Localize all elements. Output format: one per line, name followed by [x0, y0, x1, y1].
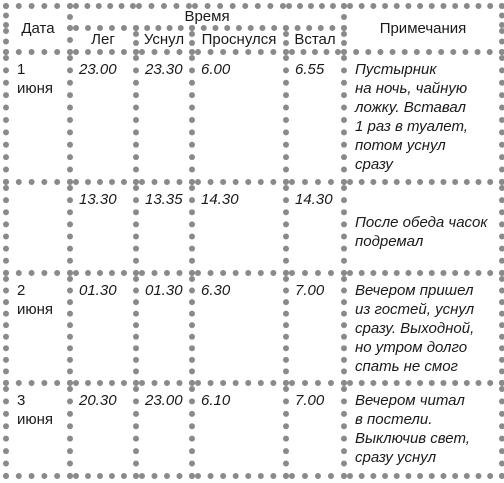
note-cell [344, 383, 502, 476]
date-cell [6, 52, 70, 182]
table-row [6, 52, 502, 182]
fell-asleep-cell: 13.35 [136, 182, 192, 273]
note-line: сразу [355, 156, 393, 173]
date-month: июня [17, 410, 54, 428]
note-cell [344, 273, 502, 383]
header-date: Дата [6, 6, 70, 52]
note-cell [344, 182, 502, 273]
date-cell [6, 383, 70, 476]
note-line: 1 раз в туалет, [355, 118, 468, 135]
note-line: Пустырник [355, 61, 437, 78]
note-line: Вечером читал [355, 391, 465, 409]
note-line: в постели. [355, 410, 433, 428]
table-row [6, 383, 502, 476]
date-cell [6, 273, 70, 383]
fell-asleep-cell: 23.30 [136, 52, 192, 182]
note-line: из гостей, уснул [355, 300, 475, 318]
note-line: ложку. Вставал [355, 99, 467, 116]
header-notes: Примечания [344, 6, 502, 52]
note-line: спать не смог [355, 357, 458, 375]
header-got-up: Встал [286, 28, 344, 52]
sleep-diary-table [3, 3, 504, 479]
woke-up-cell: 6.30 [192, 273, 286, 383]
woke-up-cell: 6.10 [192, 383, 286, 476]
header-fell-asleep: Уснул [136, 28, 192, 52]
went-to-bed-cell: 01.30 [70, 273, 136, 383]
note-cell [344, 52, 502, 182]
note-line: на ночь, чайную [355, 80, 468, 97]
note-line: подремал [355, 233, 424, 251]
got-up-cell: 14.30 [286, 182, 344, 273]
date-month: июня [17, 300, 54, 318]
note-line: После обеда часок [355, 214, 488, 232]
header-went-to-bed: Лег [70, 28, 136, 52]
fell-asleep-cell: 01.30 [136, 273, 192, 383]
header-woke-up: Проснулся [192, 28, 286, 52]
got-up-cell: 6.55 [286, 52, 344, 182]
note-line: сразу уснул [355, 448, 437, 466]
date-day: 2 [17, 281, 26, 299]
went-to-bed-cell: 13.30 [70, 182, 136, 273]
got-up-cell: 7.00 [286, 273, 344, 383]
date-cell [6, 182, 70, 273]
note-line: Выключив свет, [355, 429, 470, 447]
header-time-group: Время [70, 6, 344, 28]
woke-up-cell: 14.30 [192, 182, 286, 273]
fell-asleep-cell: 23.00 [136, 383, 192, 476]
date-day: 1 [17, 61, 26, 78]
date-month: июня [17, 80, 54, 97]
went-to-bed-cell: 20.30 [70, 383, 136, 476]
table-row [6, 182, 502, 273]
woke-up-cell: 6.00 [192, 52, 286, 182]
date-day: 3 [17, 391, 26, 409]
went-to-bed-cell: 23.00 [70, 52, 136, 182]
table-row [6, 273, 502, 383]
header-row-top [6, 6, 502, 28]
note-line: но утром долго [355, 338, 468, 356]
note-line: потом уснул [355, 137, 446, 154]
note-line: сразу. Выходной, [355, 319, 475, 337]
note-line: Вечером пришел [355, 281, 474, 299]
got-up-cell: 7.00 [286, 383, 344, 476]
